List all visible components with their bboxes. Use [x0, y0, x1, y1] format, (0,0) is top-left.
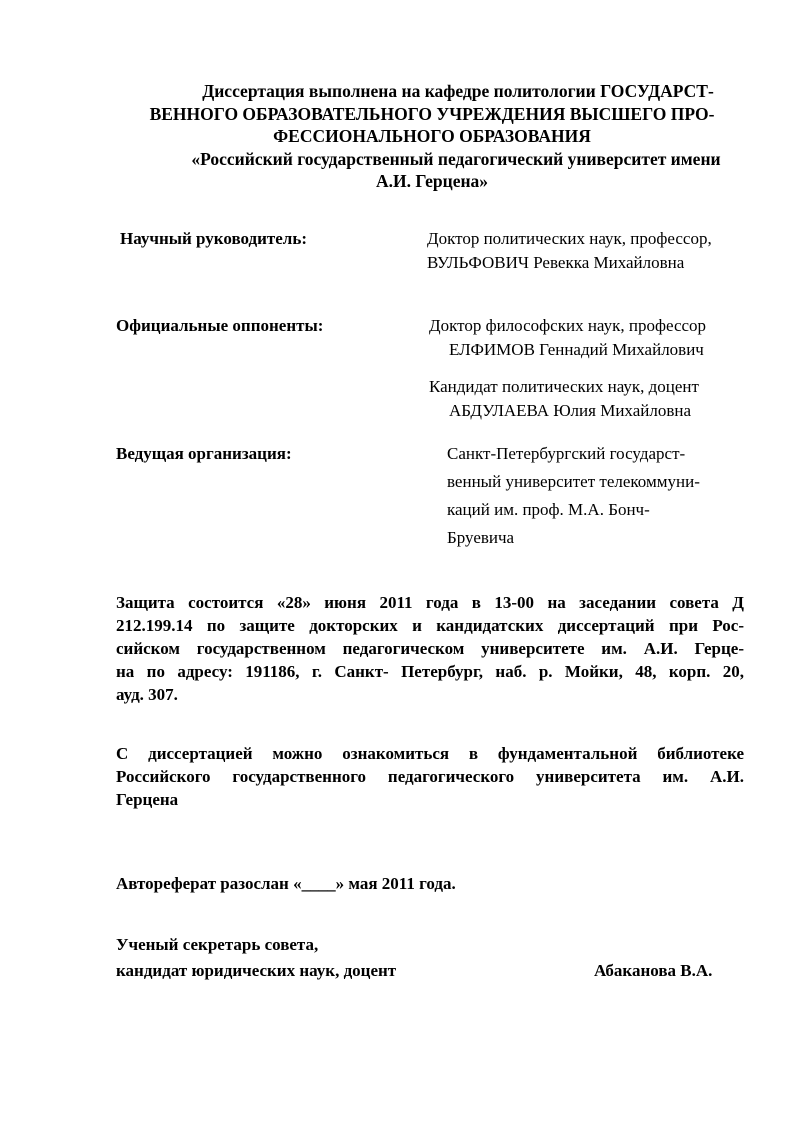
- secretary-name: Абаканова В.А.: [594, 961, 713, 980]
- supervisor-value: [427, 227, 712, 275]
- header-line: Диссертация выполнена на кафедре политологии ГОСУДАРСТ-: [202, 81, 714, 101]
- defense-line: 212.199.14 по защите докторских и кандидатских диссертаций при Рос-: [116, 616, 744, 635]
- defense-paragraph: [116, 591, 744, 706]
- lead-org-line: Бруевича: [447, 528, 515, 547]
- defense-line: на по адресу: 191186, г. Санкт- Петербург, наб. р. Мойки, 48, корп. 20,: [116, 662, 744, 681]
- library-paragraph: [116, 742, 744, 811]
- lead-org-label: Ведущая организация:: [116, 444, 292, 463]
- library-line: С диссертацией можно ознакомиться в фундаментальной библиотеке: [116, 744, 744, 763]
- lead-org-line: венный университет телекоммуни-: [447, 472, 700, 491]
- secretary-degree: кандидат юридических наук, доцент: [116, 961, 397, 980]
- header-line: ФЕССИОНАЛЬНОГО ОБРАЗОВАНИЯ: [273, 126, 591, 146]
- defense-line: ауд. 307.: [116, 685, 178, 704]
- supervisor-name: ВУЛЬФОВИЧ Ревекка Михайловна: [427, 253, 685, 272]
- opponent-2-name: АБДУЛАЕВА Юлия Михайловна: [449, 401, 691, 420]
- header-line: А.И. Герцена»: [375, 171, 489, 191]
- abstract-sent-line: Автореферат разослан «____» мая 2011 года.: [116, 874, 456, 893]
- opponent-1-degree: Доктор философских наук, профессор: [429, 316, 707, 335]
- opponents-label: Официальные оппоненты:: [116, 316, 324, 335]
- dissertation-header: [112, 80, 752, 193]
- defense-line: Защита состоится «28» июня 2011 года в 13-00 на заседании совета Д: [116, 593, 744, 612]
- opponent-2: [429, 375, 699, 423]
- supervisor-label: Научный руководитель:: [120, 229, 307, 248]
- opponent-1: [429, 314, 706, 362]
- defense-line: сийском государственном педагогическом университете им. А.И. Герце-: [116, 639, 744, 658]
- supervisor-degree: Доктор политических наук, профессор,: [427, 229, 712, 248]
- lead-org-line: каций им. проф. М.А. Бонч-: [447, 500, 650, 519]
- header-line: «Российский государственный педагогический университет имени: [191, 148, 721, 169]
- secretary-title: Ученый секретарь совета,: [116, 935, 319, 954]
- header-line: ВЕННОГО ОБРАЗОВАТЕЛЬНОГО УЧРЕЖДЕНИЯ ВЫСШЕГО ПРО-: [149, 103, 715, 124]
- lead-org-value: [447, 440, 747, 552]
- opponent-1-name: ЕЛФИМОВ Геннадий Михайлович: [449, 340, 704, 359]
- library-line: Российского государственного педагогического университета им. А.И.: [116, 767, 744, 786]
- lead-org-line: Санкт-Петербургский государст-: [447, 444, 686, 463]
- library-line: Герцена: [116, 790, 179, 809]
- opponent-2-degree: Кандидат политических наук, доцент: [429, 377, 699, 396]
